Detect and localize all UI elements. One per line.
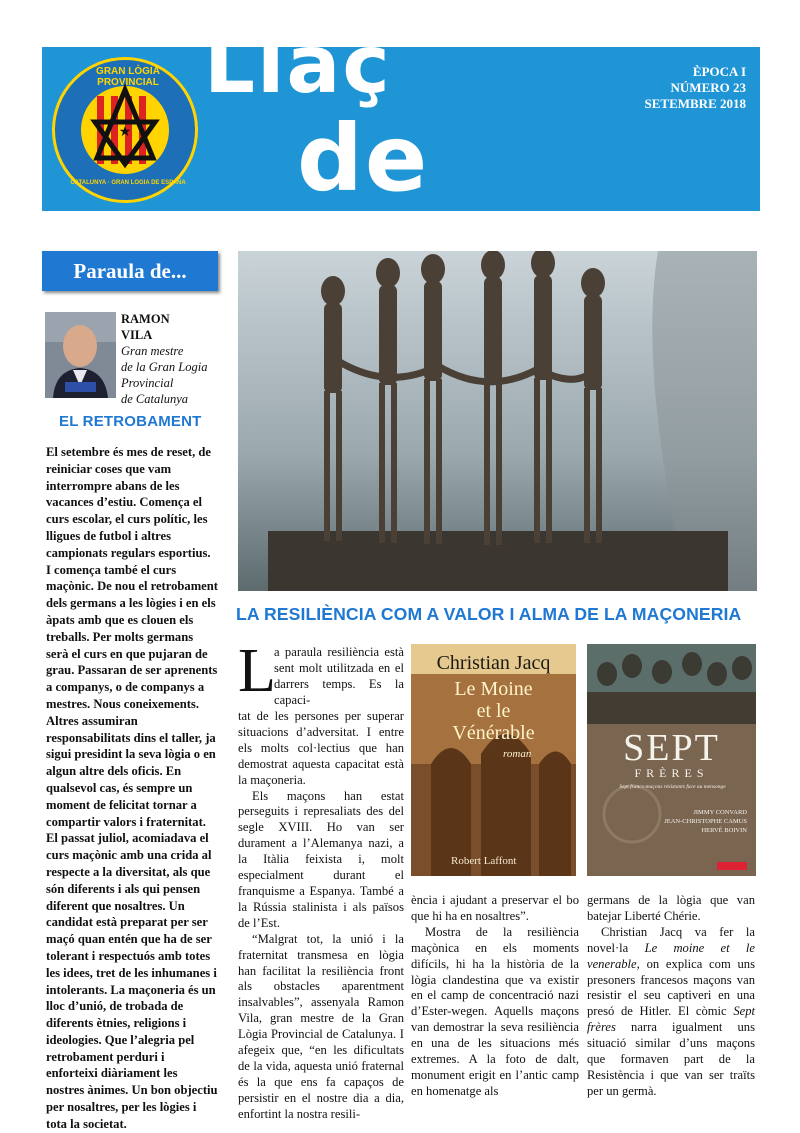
article-paragraph: tat de les persones per superar situacions d’adversitat. I entre els molts col·lectius que han demostrat aquesta capacitat està la maçoneria.: [238, 709, 404, 787]
author-role-line: de la Gran Logia: [121, 360, 208, 374]
book1-title-line: Vénérable: [452, 722, 535, 744]
author-role-line: Provincial: [121, 376, 174, 390]
book1-title: [411, 678, 576, 744]
author-photo: [45, 312, 116, 398]
sidebar-heading: EL RETROBAMENT: [59, 413, 202, 430]
author-name-line-1: RAMON: [121, 312, 170, 326]
text-run: Christian Jacq va fer la novel·la: [587, 924, 755, 955]
logo-text-top: GRAN LÒGIA PROVINCIAL: [96, 66, 160, 88]
book1-publisher: Robert Laffont: [451, 855, 517, 867]
text-run: , on explica com uns presoners francesos maçons van resistir el seu captiveri en una presó de Hitler. El còmic: [587, 956, 755, 1019]
author-role-line: Gran mestre: [121, 344, 184, 358]
author-role-line: de Catalunya: [121, 392, 189, 406]
book2-tagline: Sept francs-maçons résistants face au mensonge: [619, 784, 726, 790]
section-label: Paraula de...: [42, 251, 218, 291]
book1-author: Christian Jacq: [436, 652, 551, 674]
article-column-1: [238, 709, 404, 1123]
book2-title: SEPT: [623, 727, 720, 769]
numero: NÚMERO 23: [670, 80, 746, 95]
article-column-3: [587, 893, 755, 1100]
article-paragraph: ència i ajudant a preservar el bo que hi ha en nosaltres”.: [411, 893, 579, 923]
sidebar-body-text: El setembre és mes de reset, de reiniciar coses que vam interrompre abans de les vacances d’estiu. Comença el curs escolar, el curs polític, les lligues de futbol i altres campionats regulars esportius. I comença també el curs maçònic. De nou el retrobament dels germans a les lògies i en els àpats amb que es clouen els treballs. Per molts germans serà el curs en que pujaran de grau. Passaran de ser aprenents a companys, o de companys a mestres. Nous coneixements. Altres assumiran responsabilitats dins el taller, ja sigui presidint la seva lògia o en algun altre dels oficis. En qualsevol cas, és sempre un moment de felicitat tornar a compartir valors i fraternitat. El passat juliol, acomiadava el curs maçònic amb una crida al respecte a la diversitat, als que són diferents i als qui pensen diferent que nosaltres. Un candidat està preparat per ser maçó quan entén que ha de ser tolerant i respectuós amb totes les idees, tret de les inhumanes i intolerants. La maçoneria és un lloc d’unió, de trobada de diferents ètnies, religions i ideologies. Que l’alegria pel retrobament perduri i enforteixi diàriament les nostres ànimes. Un bon objectiu per nosaltres, per les lògies i tota la societat.: [46, 445, 218, 1131]
monument-photo: [238, 251, 757, 591]
book-cover-sept-freres: [587, 644, 756, 876]
article-column-1-top: [274, 645, 404, 709]
book2-author: JIMMY CONVARD: [693, 809, 747, 816]
author-role: [121, 343, 221, 407]
author-name: [121, 311, 221, 343]
author-name-line-2: VILA: [121, 328, 153, 342]
book-cover-le-moine: [411, 644, 576, 876]
article-paragraph: Mostra de la resiliència maçònica en els moments difícils, hi ha la història de la lògia clandestina que va existir en el camp de concentració nazi d’Ester-wegen. Aquells maçons van demostrar la seva resiliència en una de les situacions més extremes. A la foto de dalt, monument erigit en l’antic camp en homenatge als: [411, 924, 579, 1098]
article-paragraph: “Malgrat tot, la unió i la fraternitat transmesa en lògia han facilitat la resiliència front als obstacles aparentment insalvables”, assenyala Ramon Vila, gran mestre de la Gran Lògia Provincial de Catalunya. I afegeix que, “en les dificultats de la vida, aquesta unió fraternal és la que ens fa capaços de persistir en el nostre dia a dia, enfortint la nostra resili-: [238, 931, 404, 1121]
book-title-italic: Le moine et le venerable: [587, 940, 755, 971]
title-line-1: Llaç: [204, 18, 392, 111]
book-title-italic: Sept frères: [587, 1004, 755, 1035]
article-paragraph: germans de la lògia que van batejar Liberté Chérie.: [587, 893, 755, 923]
book2-author: JEAN-CHRISTOPHE CAMUS: [664, 818, 747, 825]
article-paragraph: [587, 925, 755, 1100]
logo-text-bottom: CATALUNYA · GRAN LOGIA DE ESPAÑA: [70, 180, 186, 186]
drop-cap: L: [238, 637, 276, 705]
svg-text:★: ★: [118, 124, 132, 140]
epoca: ÈPOCA I: [692, 64, 746, 79]
masthead: [42, 18, 760, 212]
book2-authors: [647, 808, 747, 835]
book1-title-line: Le Moine: [454, 678, 533, 700]
article-paragraph: Els maçons han estat perseguits i represaliats des del segle XVIII. Ho van ser durament a l’Alemanya nazi, a la Itàlia feixista i, molt especialment durant el franquisme a Espanya. També a la Rússia stalinista i als països de l’Est.: [238, 788, 404, 930]
issue-date: SETEMBRE 2018: [644, 96, 746, 111]
book1-subtitle: roman: [503, 748, 532, 760]
book1-title-line: et le: [476, 700, 511, 722]
article-paragraph: a paraula resiliència està sent molt utilitzada en el darrers temps. Es la capaci-: [274, 645, 404, 707]
text-run: narra igualment uns situació similar d’uns maçons que formaven part de la Resistència i que van ser traïts per un germà.: [587, 1020, 755, 1098]
gran-logia-logo: [52, 57, 198, 203]
book2-subtitle: FRÈRES: [634, 766, 709, 780]
issue-info: [645, 64, 747, 112]
title-line-2: de: [297, 105, 430, 212]
article-headline: LA RESILIÈNCIA COM A VALOR I ALMA DE LA MAÇONERIA: [236, 604, 742, 624]
article-column-2: [411, 893, 579, 1100]
book2-author: HERVÉ BOIVIN: [701, 827, 747, 834]
